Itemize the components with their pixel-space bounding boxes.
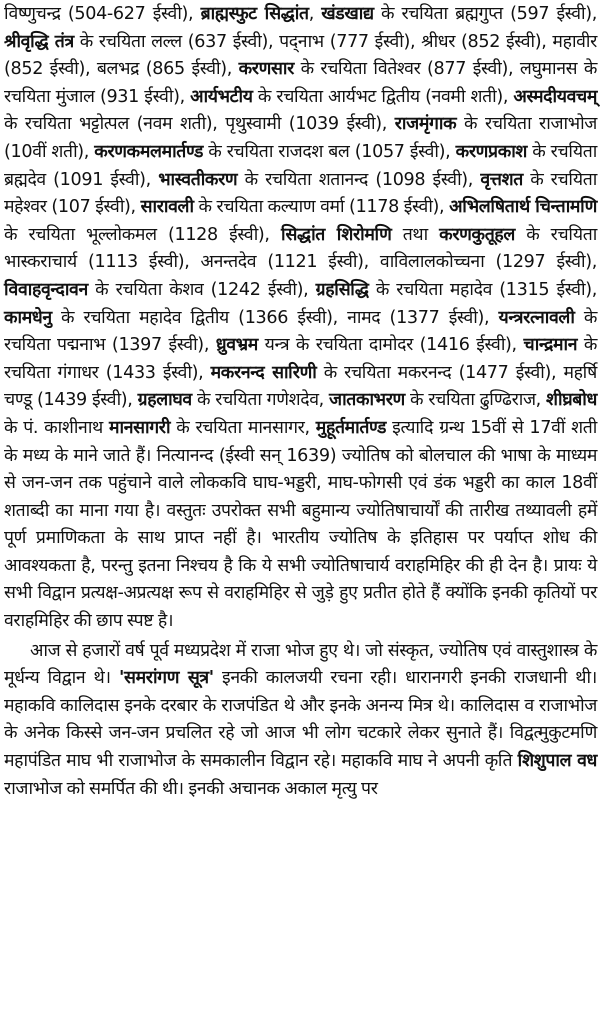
book-title: मकरनन्द सारिणी — [210, 362, 317, 383]
book-title: करणसार — [238, 59, 294, 80]
book-title: मानसागरी — [108, 417, 171, 438]
text-segment: आज से हजारों वर्ष पूर्व मध्यप्रदेश में राजा भोज हुए थे। जो संस्कृत, ज्योतिष एवं वास्तुशास्त्र के मूर्धन्य विद्वान थे। — [4, 640, 597, 689]
book-title: ग्रहसिद्धि — [315, 279, 369, 300]
text-segment: के रचयिता पद्मनाभ (1397 ईस्वी), — [4, 307, 597, 356]
text-segment: विष्णुचन्द्र (504-627 ईस्वी), — [4, 4, 201, 24]
book-title: करणकमलमार्तण्ड — [94, 141, 204, 162]
paragraph — [4, 1, 597, 636]
book-title: जातकाभरण — [329, 390, 405, 411]
text-segment: के पं. काशीनाथ — [4, 417, 109, 438]
text-segment: के रचयिता लल्ल (637 ईस्वी), पद्नाभ (777 ईस्वी), श्रीधर (852 ईस्वी), महावीर (852 ईस्वी), बलभद्र (865 ईस्वी), — [4, 31, 597, 80]
text-segment: के रचयिता भास्कराचार्य (1113 ईस्वी), अनन्तदेव (1121 ईस्वी), वाविलालकोच्चना (1297 ईस्वी), — [4, 224, 597, 273]
book-title: राजमृंगाक — [394, 114, 457, 135]
text-segment: के रचयिता केशव (1242 ईस्वी), — [87, 279, 316, 300]
text-segment: के रचयिता राजाभोज (10वीं शती), — [4, 114, 597, 162]
book-title: अस्मदीयवचम् — [513, 86, 597, 107]
text-segment: के रचयिता महादेव (1315 ईस्वी), — [368, 279, 597, 300]
book-title: करणकुतूहल — [439, 224, 515, 245]
text-segment: के रचयिता महेश्वर (107 ईस्वी), — [4, 169, 597, 218]
book-title: भास्वतीकरण — [158, 169, 238, 190]
book-title: अभिलषितार्थ चिन्तामणि — [449, 197, 598, 218]
book-title: सिद्धांत शिरोमणि — [280, 224, 392, 245]
book-title: आर्यभटीय — [190, 86, 253, 107]
book-title: यन्त्ररत्नावली — [498, 307, 575, 328]
book-title: विवाहवृन्दावन — [4, 279, 88, 300]
book-title: चान्द्रमान — [523, 335, 578, 356]
text-segment: के रचयिता ब्रह्मदेव (1091 ईस्वी), — [4, 141, 597, 190]
text-segment: के रचयिता गणेशदेव, — [191, 390, 330, 411]
text-segment: के रचयिता मानसागर, — [170, 417, 316, 438]
book-title: ब्राह्मस्फुट सिद्धांत — [200, 4, 309, 24]
book-title: कामधेनु — [4, 307, 52, 328]
book-title: शीघ्रबोध — [546, 390, 597, 411]
text-segment: के रचयिता शतानन्द (1098 ईस्वी), — [237, 169, 481, 190]
text-segment: इनकी कालजयी रचना रही। धारानगरी इनकी राजधानी थी। महाकवि कालिदास इनके दरबार के राजपंडित थे और इनके अनन्य मित्र थे। कालिदास व राजाभोज के अनेक किस्से जन-जन प्रचलित रहे जो आज भी लोग चटकारे लेकर सुनाते हैं। विद्वत्मुकुटमणि महापंडित माघ भी राजाभोज के समकालीन विद्वान रहे। महाकवि माघ ने अपनी कृति — [4, 668, 597, 772]
book-title: सारावली — [140, 197, 194, 218]
text-segment: इत्यादि ग्रन्थ 15वीं से 17वीं शती के मध्य के माने जाते हैं। नित्यानन्द (ईस्वी सन् 1639) ज्योतिष को बोलचाल की भाषा के माध्यम से जन-जन तक पहुंचाने वाले लोककवि घाघ-भड्डरी, माघ-फोगसी एवं डंक भड्डरी का काल 18वीं शताब्दी का माना गया है। वस्तुतः उपरोक्त सभी बहुमान्य ज्योतिषाचार्यों की तारीख तथ्यावली हमें पूर्ण प्रमाणिकता के साथ प्राप्त नहीं है। भारतीय ज्योतिष के इतिहास पर पर्याप्त शोध की आवश्यकता है, परन्तु इतना निश्चय है कि ये सभी ज्योतिषाचार्य वराहमिहिर की ही देन है। प्रायः ये सभी विद्वान प्रत्यक्ष-अप्रत्यक्ष रूप से वराहमिहिर से जुड़े हुए प्रतीत होते हैं क्योंकि इनकी कृतियों पर वराहमिहिर की छाप स्पष्ट है। — [4, 417, 598, 632]
text-segment: के रचयिता वितेश्वर (877 ईस्वी), लघुमानस के रचयिता मुंजाल (931 ईस्वी), — [4, 59, 598, 107]
book-title: ध्रुवभ्रम — [215, 335, 258, 356]
text-segment: के रचयिता ढुण्ढिराज, — [404, 390, 547, 411]
book-title: शिशुपाल वध — [517, 751, 597, 772]
text-segment: के रचयिता भट्टोत्पल (नवम शती), पृथुस्वामी (1039 ईस्वी), — [4, 114, 395, 135]
book-title: ग्रहलाघव — [137, 390, 192, 411]
text-segment: तथा — [391, 224, 440, 245]
text-segment: के रचयिता राजदश बल (1057 ईस्वी), — [203, 141, 456, 162]
book-title: वृत्तशत — [480, 169, 523, 190]
text-segment: के रचयिता महादेव द्वितीय (1366 ईस्वी), नामद (1377 ईस्वी), — [51, 307, 499, 328]
book-title: 'समरांगण सूत्र' — [119, 668, 214, 689]
book-title: श्रीवृद्धि तंत्र — [4, 31, 74, 52]
text-segment: के रचयिता आर्यभट द्वितीय (नवमी शती), — [252, 86, 514, 107]
text-segment: , — [308, 4, 322, 24]
text-segment: यन्त्र के रचयिता दामोदर (1416 ईस्वी), — [257, 335, 524, 356]
text-segment: के रचयिता गंगाधर (1433 ईस्वी), — [4, 335, 598, 383]
text-segment: के रचयिता ब्रह्मगुप्त (597 ईस्वी), — [373, 4, 597, 24]
text-segment: के रचयिता कल्याण वर्मा (1178 ईस्वी), — [193, 197, 450, 218]
paragraph — [4, 638, 597, 804]
text-segment: राजाभोज को समर्पित की थी। इनकी अचानक अकाल मृत्यु पर — [4, 778, 378, 799]
text-segment: के रचयिता मकरनन्द (1477 ईस्वी), महर्षि चण्डू (1439 ईस्वी), — [4, 362, 597, 411]
book-title: मुहूर्तमार्तण्ड — [315, 417, 387, 438]
book-title: करणप्रकाश — [455, 141, 528, 162]
book-title: खंडखाद्य — [321, 4, 374, 24]
text-segment: के रचयिता भूल्लोकमल (1128 ईस्वी), — [4, 224, 281, 245]
